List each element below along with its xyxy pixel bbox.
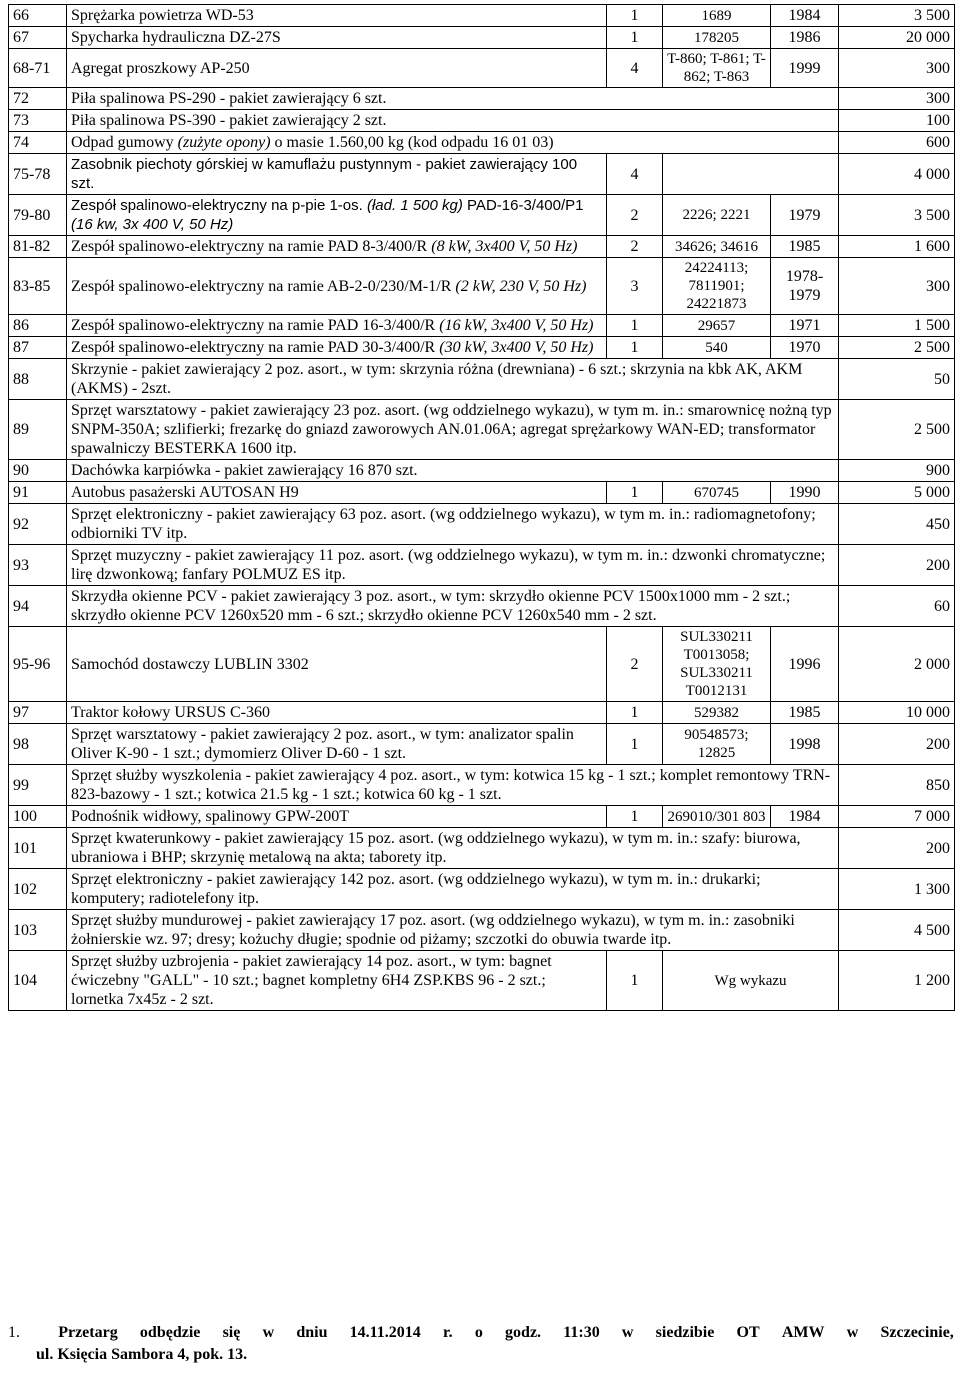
item-name: Sprzęt kwaterunkowy - pakiet zawierający 15 poz. asort. (wg oddzielnego wykazu), w tym m. in.: szafy: biurowa, ubraniowa i BHP; skrzynię metalową na akta; taborety itp.: [67, 828, 839, 869]
table-row: [9, 724, 955, 765]
item-serial-number: 34626; 34616: [663, 236, 771, 258]
table-row: [9, 27, 955, 49]
table-row: [9, 702, 955, 724]
item-name: Autobus pasażerski AUTOSAN H9: [67, 482, 607, 504]
note-word: Szczecinie,: [880, 1324, 954, 1341]
note-word: 11:30: [563, 1324, 600, 1341]
row-number: 102: [9, 869, 67, 910]
item-value: 1 600: [839, 236, 955, 258]
row-number: 92: [9, 504, 67, 545]
item-quantity: 1: [607, 27, 663, 49]
table-row: [9, 482, 955, 504]
item-year: 1985: [771, 236, 839, 258]
item-name-part: Zespół spalinowo-elektryczny na ramie AB-2-0/230/M-1/R: [71, 277, 456, 295]
item-value: 60: [839, 586, 955, 627]
table-row: [9, 828, 955, 869]
table-row: [9, 545, 955, 586]
item-name-part: PAD-16-3/400/P1: [462, 197, 584, 214]
row-number: 68-71: [9, 49, 67, 88]
item-year: 1970: [771, 337, 839, 359]
table-row: [9, 258, 955, 315]
item-name-italic: (8 kW, 3x400 V, 50 Hz): [431, 238, 578, 255]
item-name: [67, 258, 607, 315]
table-row: [9, 910, 955, 951]
item-year: 1998: [771, 724, 839, 765]
item-name: Sprzęt muzyczny - pakiet zawierający 11 poz. asort. (wg oddzielnego wykazu), w tym m. in.: dzwonki chromatyczne; lirę dzwonkową; fanfary POLMUZ ES itp.: [67, 545, 839, 586]
item-value: 450: [839, 504, 955, 545]
table-row: [9, 460, 955, 482]
table-row: [9, 110, 955, 132]
item-name: [67, 195, 607, 236]
row-number: 99: [9, 765, 67, 806]
table-row: [9, 132, 955, 154]
note-word: Przetarg: [58, 1324, 118, 1341]
item-value: 1 300: [839, 869, 955, 910]
row-number: 103: [9, 910, 67, 951]
item-value: 20 000: [839, 27, 955, 49]
auction-note: [8, 1322, 954, 1366]
item-value: 1 200: [839, 951, 955, 1011]
item-year: 1996: [771, 627, 839, 702]
table-row: [9, 5, 955, 27]
item-name: Podnośnik widłowy, spalinowy GPW-200T: [67, 806, 607, 828]
item-quantity: 3: [607, 258, 663, 315]
item-serial-number: 2226; 2221: [663, 195, 771, 236]
item-value: 300: [839, 88, 955, 110]
table-row: [9, 951, 955, 1011]
row-number: 66: [9, 5, 67, 27]
item-name-part: o masie 1.560,00 kg (kod odpadu 16 01 03): [270, 134, 554, 151]
item-value: 1 500: [839, 315, 955, 337]
item-value: 200: [839, 545, 955, 586]
item-quantity: 1: [607, 806, 663, 828]
row-number: 101: [9, 828, 67, 869]
row-number: 95-96: [9, 627, 67, 702]
item-serial-number: [663, 154, 839, 195]
item-name: [67, 315, 607, 337]
row-number: 91: [9, 482, 67, 504]
item-quantity: 2: [607, 236, 663, 258]
item-serial-number: T-860; T-861; T-862; T-863: [663, 49, 771, 88]
row-number: 75-78: [9, 154, 67, 195]
item-name: Piła spalinowa PS-390 - pakiet zawierający 2 szt.: [67, 110, 839, 132]
row-number: 88: [9, 359, 67, 400]
item-serial-number: 29657: [663, 315, 771, 337]
table-row: [9, 88, 955, 110]
note-word: godz.: [505, 1324, 542, 1341]
row-number: 67: [9, 27, 67, 49]
item-name: Sprzęt służby wyszkolenia - pakiet zawierający 4 poz. asort., w tym: kotwica 15 kg - 1 szt.; komplet remontowy TRN-823-bazowy - 1 szt.; kotwica 21.5 kg - 1 szt.; kotwica 60 kg - 1 szt.: [67, 765, 839, 806]
note-word: w: [262, 1324, 275, 1341]
note-word: w: [846, 1324, 859, 1341]
item-quantity: 1: [607, 724, 663, 765]
item-name: [67, 132, 839, 154]
row-number: 74: [9, 132, 67, 154]
item-serial-number: 1689: [663, 5, 771, 27]
item-name: Sprzęt służby mundurowej - pakiet zawierający 17 poz. asort. (wg oddzielnego wykazu), w tym m. in.: zasobniki żołnierskie wz. 97; dresy; kożuchy długie; spodnie od piżamy; szczotki do obuwia twarde itp.: [67, 910, 839, 951]
item-name: Dachówka karpiówka - pakiet zawierający 16 870 szt.: [67, 460, 839, 482]
table-row: [9, 765, 955, 806]
item-quantity: 2: [607, 195, 663, 236]
item-serial-number: 178205: [663, 27, 771, 49]
item-year: 1986: [771, 27, 839, 49]
row-number: 79-80: [9, 195, 67, 236]
item-year: 1984: [771, 5, 839, 27]
row-number: 93: [9, 545, 67, 586]
item-value: 3 500: [839, 195, 955, 236]
note-line-1: [8, 1322, 954, 1344]
table-row: [9, 806, 955, 828]
row-number: 83-85: [9, 258, 67, 315]
row-number: 87: [9, 337, 67, 359]
item-name: Skrzynie - pakiet zawierający 2 poz. asort., w tym: skrzynia różna (drewniana) - 6 szt.; skrzynia na kbk AK, AKM (AKMS) - 2szt.: [67, 359, 839, 400]
item-serial-number: 529382: [663, 702, 771, 724]
item-name: Sprzęt warsztatowy - pakiet zawierający 2 poz. asort., w tym: analizator spalin Oliver K-90 - 1 szt.; dymomierz Oliver D-60 - 1 szt.: [67, 724, 607, 765]
item-name: Traktor kołowy URSUS C-360: [67, 702, 607, 724]
item-name-italic: (2 kW, 230 V, 50 Hz): [455, 277, 587, 295]
item-value: 4 500: [839, 910, 955, 951]
table-row: [9, 195, 955, 236]
item-year: 1971: [771, 315, 839, 337]
item-quantity: 4: [607, 49, 663, 88]
item-name: Sprzęt elektroniczny - pakiet zawierający 63 poz. asort. (wg oddzielnego wykazu), w tym m. in.: radiomagnetofony; odbiorniki TV itp.: [67, 504, 839, 545]
item-name-italic: (ład. 1 500 kg): [366, 197, 463, 214]
item-name: Spycharka hydrauliczna DZ-27S: [67, 27, 607, 49]
row-number: 90: [9, 460, 67, 482]
note-word: AMW: [781, 1324, 825, 1341]
row-number: 104: [9, 951, 67, 1011]
item-value: 850: [839, 765, 955, 806]
item-value: 7 000: [839, 806, 955, 828]
item-value: 50: [839, 359, 955, 400]
item-serial-number: 24224113; 7811901; 24221873: [663, 258, 771, 315]
row-number: 73: [9, 110, 67, 132]
note-word: dniu: [296, 1324, 328, 1341]
item-name: Piła spalinowa PS-290 - pakiet zawierający 6 szt.: [67, 88, 839, 110]
note-word: OT: [736, 1324, 760, 1341]
table-row: [9, 315, 955, 337]
item-serial-number: Wg wykazu: [663, 951, 839, 1011]
item-name-part: Zespół spalinowo-elektryczny na ramie PAD 8-3/400/R: [71, 238, 432, 255]
item-name: Skrzydła okienne PCV - pakiet zawierający 3 poz. asort., w tym: skrzydło okienne PCV 1500x1000 mm - 2 szt.; skrzydło okienne PCV 1260x520 mm - 6 szt.; skrzydło okienne PCV 1260x540 mm - 2 szt.: [67, 586, 839, 627]
item-name-part: Zespół spalinowo-elektryczny na p-pie 1-os.: [71, 197, 367, 214]
note-word: siedzibie: [655, 1324, 715, 1341]
row-number: 89: [9, 400, 67, 460]
item-name-part: Zespół spalinowo-elektryczny na ramie PAD 16-3/400/R: [71, 317, 440, 334]
row-number: 100: [9, 806, 67, 828]
item-value: 900: [839, 460, 955, 482]
table-row: [9, 504, 955, 545]
item-year: 1985: [771, 702, 839, 724]
row-number: 86: [9, 315, 67, 337]
item-name-italic: (zużyte opony): [177, 134, 271, 151]
table-row: [9, 337, 955, 359]
note-word: się: [222, 1324, 241, 1341]
item-value: 5 000: [839, 482, 955, 504]
item-value: 100: [839, 110, 955, 132]
item-serial-number: SUL330211 T0013058; SUL330211 T0012131: [663, 627, 771, 702]
note-word: 14.11.2014: [349, 1324, 421, 1341]
note-number: 1.: [8, 1324, 20, 1341]
item-value: 600: [839, 132, 955, 154]
table-row: [9, 627, 955, 702]
item-value: 4 000: [839, 154, 955, 195]
item-value: 2 500: [839, 400, 955, 460]
row-number: 72: [9, 88, 67, 110]
note-line-2: ul. Księcia Sambora 4, pok. 13.: [36, 1346, 248, 1363]
item-value: 200: [839, 828, 955, 869]
item-name: [67, 337, 607, 359]
row-number: 98: [9, 724, 67, 765]
item-name-italic: (16 kW, 3x400 V, 50 Hz): [439, 317, 594, 334]
item-name: Sprężarka powietrza WD-53: [67, 5, 607, 27]
item-value: 200: [839, 724, 955, 765]
item-year: 1979: [771, 195, 839, 236]
item-name: Samochód dostawczy LUBLIN 3302: [67, 627, 607, 702]
item-name: Agregat proszkowy AP-250: [67, 49, 607, 88]
item-quantity: 1: [607, 482, 663, 504]
item-name: Sprzęt elektroniczny - pakiet zawierający 142 poz. asort. (wg oddzielnego wykazu), w tym m. in.: drukarki; komputery; radiotelefony itp.: [67, 869, 839, 910]
item-year: 1984: [771, 806, 839, 828]
item-value: 10 000: [839, 702, 955, 724]
table-row: [9, 400, 955, 460]
item-serial-number: 269010/301 803: [663, 806, 771, 828]
item-quantity: 1: [607, 951, 663, 1011]
item-value: 2 500: [839, 337, 955, 359]
table-row: [9, 869, 955, 910]
table-row: [9, 154, 955, 195]
note-word: o: [474, 1324, 483, 1341]
item-value: 2 000: [839, 627, 955, 702]
item-serial-number: 670745: [663, 482, 771, 504]
item-name-part: Odpad gumowy: [71, 134, 178, 151]
item-quantity: 4: [607, 154, 663, 195]
row-number: 81-82: [9, 236, 67, 258]
item-value: 300: [839, 258, 955, 315]
item-year: 1978-1979: [771, 258, 839, 315]
inventory-table: [8, 4, 955, 1011]
note-word: odbędzie: [139, 1324, 201, 1341]
item-value: 3 500: [839, 5, 955, 27]
item-year: 1999: [771, 49, 839, 88]
note-word: w: [621, 1324, 634, 1341]
item-name: Sprzęt służby uzbrojenia - pakiet zawierający 14 poz. asort., w tym: bagnet ćwiczebny "GALL" - 10 szt.; bagnet kompletny 6H4 ZSP.KBS 96 - 2 szt.; lornetka 7x45z - 2 szt.: [67, 951, 607, 1011]
item-quantity: 1: [607, 315, 663, 337]
item-quantity: 1: [607, 337, 663, 359]
row-number: 97: [9, 702, 67, 724]
row-number: 94: [9, 586, 67, 627]
item-quantity: 1: [607, 5, 663, 27]
item-name: [67, 236, 607, 258]
item-name: Sprzęt warsztatowy - pakiet zawierający 23 poz. asort. (wg oddzielnego wykazu), w tym m. in.: smarownicę nożną typ SNPM-350A; szlifierki; frezarkę do gniazd zaworowych AN.01.06A; agregat sprężarkowy WAN-ED; transformator spawalniczy BESTERKA 1600 itp.: [67, 400, 839, 460]
item-name-italic: (16 kw, 3x 400 V, 50 Hz): [71, 216, 234, 233]
item-serial-number: 90548573; 12825: [663, 724, 771, 765]
note-word: r.: [443, 1324, 453, 1341]
item-quantity: 2: [607, 627, 663, 702]
item-name-italic: (30 kW, 3x400 V, 50 Hz): [439, 339, 594, 356]
item-value: 300: [839, 49, 955, 88]
item-name-part: Zespół spalinowo-elektryczny na ramie PAD 30-3/400/R: [71, 339, 440, 356]
table-row: [9, 236, 955, 258]
item-quantity: 1: [607, 702, 663, 724]
table-row: [9, 586, 955, 627]
item-name: Zasobnik piechoty górskiej w kamuflażu pustynnym - pakiet zawierający 100 szt.: [67, 154, 607, 195]
table-row: [9, 359, 955, 400]
item-year: 1990: [771, 482, 839, 504]
item-serial-number: 540: [663, 337, 771, 359]
table-row: [9, 49, 955, 88]
